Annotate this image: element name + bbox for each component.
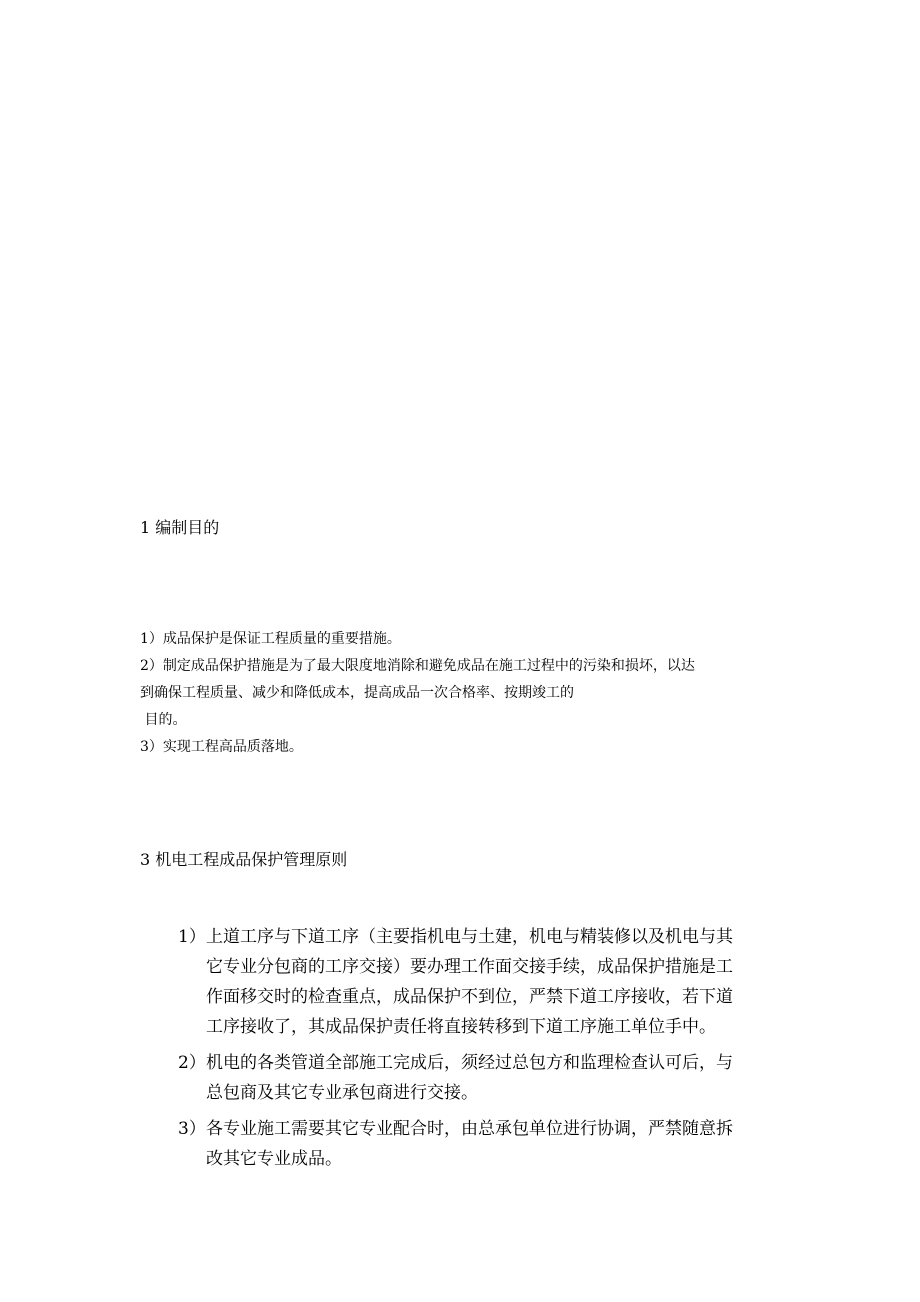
list-item-number: 1） [178,927,206,947]
section-1-list [140,626,782,761]
list-item-line: 目的。 [140,712,187,728]
list-item-number: 3） [178,1119,206,1139]
list-item [178,1114,782,1174]
list-item-line: 到确保工程质量、减少和降低成本，提高成品一次合格率、按期竣工的 [140,685,574,701]
list-item-line: 上道工序与下道工序（主要指机电与土建，机电与精装修以及机电与其 [206,927,733,947]
list-item [178,922,782,1042]
list-item-line: 机电的各类管道全部施工完成后，须经过总包方和监理检查认可后，与 [206,1053,733,1073]
list-item-line: 作面移交时的检查重点，成品保护不到位，严禁下道工序接收，若下道 [206,987,733,1007]
list-item [140,626,782,653]
list-item [140,653,782,734]
list-item-line: 3）实现工程高品质落地。 [140,739,303,755]
list-item-line: 总包商及其它专业承包商进行交接。 [206,1083,478,1103]
list-item-line: 工序接收了，其成品保护责任将直接转移到下道工序施工单位手中。 [206,1017,716,1037]
section-3-list [178,922,782,1180]
list-item-line: 各专业施工需要其它专业配合时，由总承包单位进行协调，严禁随意拆 [206,1119,733,1139]
list-item [140,734,782,761]
list-item-line: 它专业分包商的工序交接）要办理工作面交接手续，成品保护措施是工 [206,957,733,977]
list-item [178,1048,782,1108]
section-1-heading: 1 编制目的 [140,518,220,537]
list-item-number: 2） [178,1053,206,1073]
list-item-line: 改其它专业成品。 [206,1149,342,1169]
list-item-line: 2）制定成品保护措施是为了最大限度地消除和避免成品在施工过程中的污染和损坏，以达 [140,658,695,674]
section-3-heading: 3 机电工程成品保护管理原则 [140,850,348,869]
list-item-line: 1）成品保护是保证工程质量的重要措施。 [140,631,401,647]
